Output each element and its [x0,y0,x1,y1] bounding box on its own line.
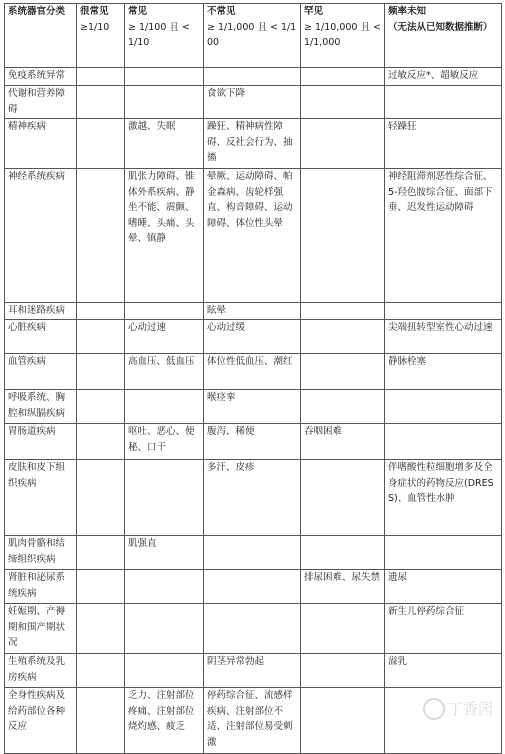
cell-very-common [77,570,125,604]
cell-very-common [77,460,125,536]
cell-unknown: 静脉栓塞 [385,354,502,390]
table-row [5,320,502,354]
cell-common: 肌张力障碍、锥体外系疾病、静坐不能、震颤、嗜睡、头痛、头晕、镇静 [125,169,204,303]
cell-uncommon: 阴茎异常勃起 [204,654,301,688]
cell-common [125,303,204,320]
cell-common [125,570,204,604]
cell-unknown [385,86,502,119]
cell-very-common [77,604,125,654]
cell-soc: 生殖系统及乳房疾病 [5,654,77,688]
cell-uncommon [204,68,301,86]
cell-unknown: 新生儿停药综合征 [385,604,502,654]
cell-soc: 心脏疾病 [5,320,77,354]
table-row [5,536,502,570]
cell-common: 肌强直 [125,536,204,570]
cell-uncommon: 喉痉挛 [204,390,301,424]
cell-rare [301,169,385,303]
header-common: 常见 ≥ 1/100 且 < 1/10 [125,4,204,68]
cell-soc: 精神疾病 [5,119,77,169]
cell-rare [301,68,385,86]
cell-common [125,654,204,688]
cell-soc: 皮肤和皮下组织疾病 [5,460,77,536]
cell-soc: 妊娠期、产褥期和围产期状况 [5,604,77,654]
cell-common: 高血压、低血压 [125,354,204,390]
cell-soc: 神经系统疾病 [5,169,77,303]
table-row [5,460,502,536]
cell-unknown: 神经阻滞剂恶性综合征、5-羟色胺综合征、面部下垂、迟发性运动障碍 [385,169,502,303]
table-row [5,654,502,688]
cell-very-common [77,688,125,754]
cell-rare [301,303,385,320]
cell-uncommon [204,536,301,570]
watermark [423,698,493,721]
cell-rare: 排尿困难、尿失禁 [301,570,385,604]
table-row [5,424,502,460]
cell-uncommon [204,604,301,654]
cell-very-common [77,86,125,119]
cell-rare [301,86,385,119]
cell-unknown [385,536,502,570]
cell-rare [301,688,385,754]
cell-common [125,604,204,654]
cell-rare [301,119,385,169]
cell-common [125,460,204,536]
cell-unknown: 尖端扭转型室性心动过速 [385,320,502,354]
cell-very-common [77,354,125,390]
cell-rare [301,654,385,688]
table-row [5,390,502,424]
cell-very-common [77,654,125,688]
table-row [5,303,502,320]
header-very-common: 很常见 ≥1/10 [77,4,125,68]
cell-very-common [77,303,125,320]
cell-unknown: 轻躁狂 [385,119,502,169]
cell-unknown [385,424,502,460]
cell-unknown: 溢乳 [385,654,502,688]
cell-very-common [77,536,125,570]
cell-very-common [77,169,125,303]
cell-rare: 吞咽困难 [301,424,385,460]
cell-soc: 肾脏和泌尿系统疾病 [5,570,77,604]
cell-rare [301,604,385,654]
table-row [5,86,502,119]
cell-rare [301,536,385,570]
cell-very-common [77,390,125,424]
cell-soc: 耳和迷路疾病 [5,303,77,320]
cell-soc: 肌肉骨骼和结缔组织疾病 [5,536,77,570]
table-row [5,119,502,169]
header-rare: 罕见 ≥ 1/10,000 且 < 1/1,000 [301,4,385,68]
cell-rare [301,390,385,424]
cell-soc: 全身性疾病及给药部位各种反应 [5,688,77,754]
cell-very-common [77,320,125,354]
cell-uncommon: 多汗、皮疹 [204,460,301,536]
cell-common: 激越、失眠 [125,119,204,169]
header-row [5,4,502,68]
cell-uncommon: 腹泻、稀便 [204,424,301,460]
cell-uncommon: 眩晕 [204,303,301,320]
cell-rare [301,354,385,390]
cell-uncommon: 体位性低血压、潮红 [204,354,301,390]
cell-unknown [385,303,502,320]
cell-uncommon [204,570,301,604]
header-soc: 系统器官分类 [5,4,77,68]
header-unknown: 频率未知 （无法从已知数据推断） [385,4,502,68]
cell-unknown: 过敏反应*、超敏反应 [385,68,502,86]
cell-unknown [385,390,502,424]
cell-unknown: 伴嗜酸性粒细胞增多及全身症状的药物反应(DRESS)、血管性水肿 [385,460,502,536]
cell-common: 乏力、注射部位疼痛、注射部位烧灼感、疲乏 [125,688,204,754]
cell-common [125,390,204,424]
cell-soc: 呼吸系统、胸腔和纵膈疾病 [5,390,77,424]
watermark-logo-icon [423,698,445,720]
cell-uncommon: 停药综合征、流感样疾病、注射部位不适、注射部位易受刺激 [204,688,301,754]
cell-unknown: 遗尿 [385,570,502,604]
cell-soc: 胃肠道疾病 [5,424,77,460]
cell-common [125,86,204,119]
cell-soc: 血管疾病 [5,354,77,390]
cell-uncommon: 心动过缓 [204,320,301,354]
cell-very-common [77,68,125,86]
cell-common: 心动过速 [125,320,204,354]
cell-uncommon: 晕厥、运动障碍、帕金森病、齿轮样强直、构音障碍、运动障碍、体位性头晕 [204,169,301,303]
table-row [5,68,502,86]
cell-common [125,68,204,86]
cell-very-common [77,424,125,460]
table-row [5,570,502,604]
table-row [5,169,502,303]
cell-common: 呕吐、恶心、便秘、口干 [125,424,204,460]
cell-very-common [77,119,125,169]
adverse-reactions-table [4,3,502,754]
cell-rare [301,320,385,354]
table-row [5,604,502,654]
header-uncommon: 不常见 ≥ 1/1,000 且 < 1/100 [204,4,301,68]
watermark-text: 丁香园 [447,699,493,718]
cell-soc: 免疫系统异常 [5,68,77,86]
cell-uncommon: 躁狂、精神病性障碍、反社会行为、抽搐 [204,119,301,169]
table-row [5,354,502,390]
cell-soc: 代谢和营养障碍 [5,86,77,119]
cell-uncommon: 食欲下降 [204,86,301,119]
cell-rare [301,460,385,536]
